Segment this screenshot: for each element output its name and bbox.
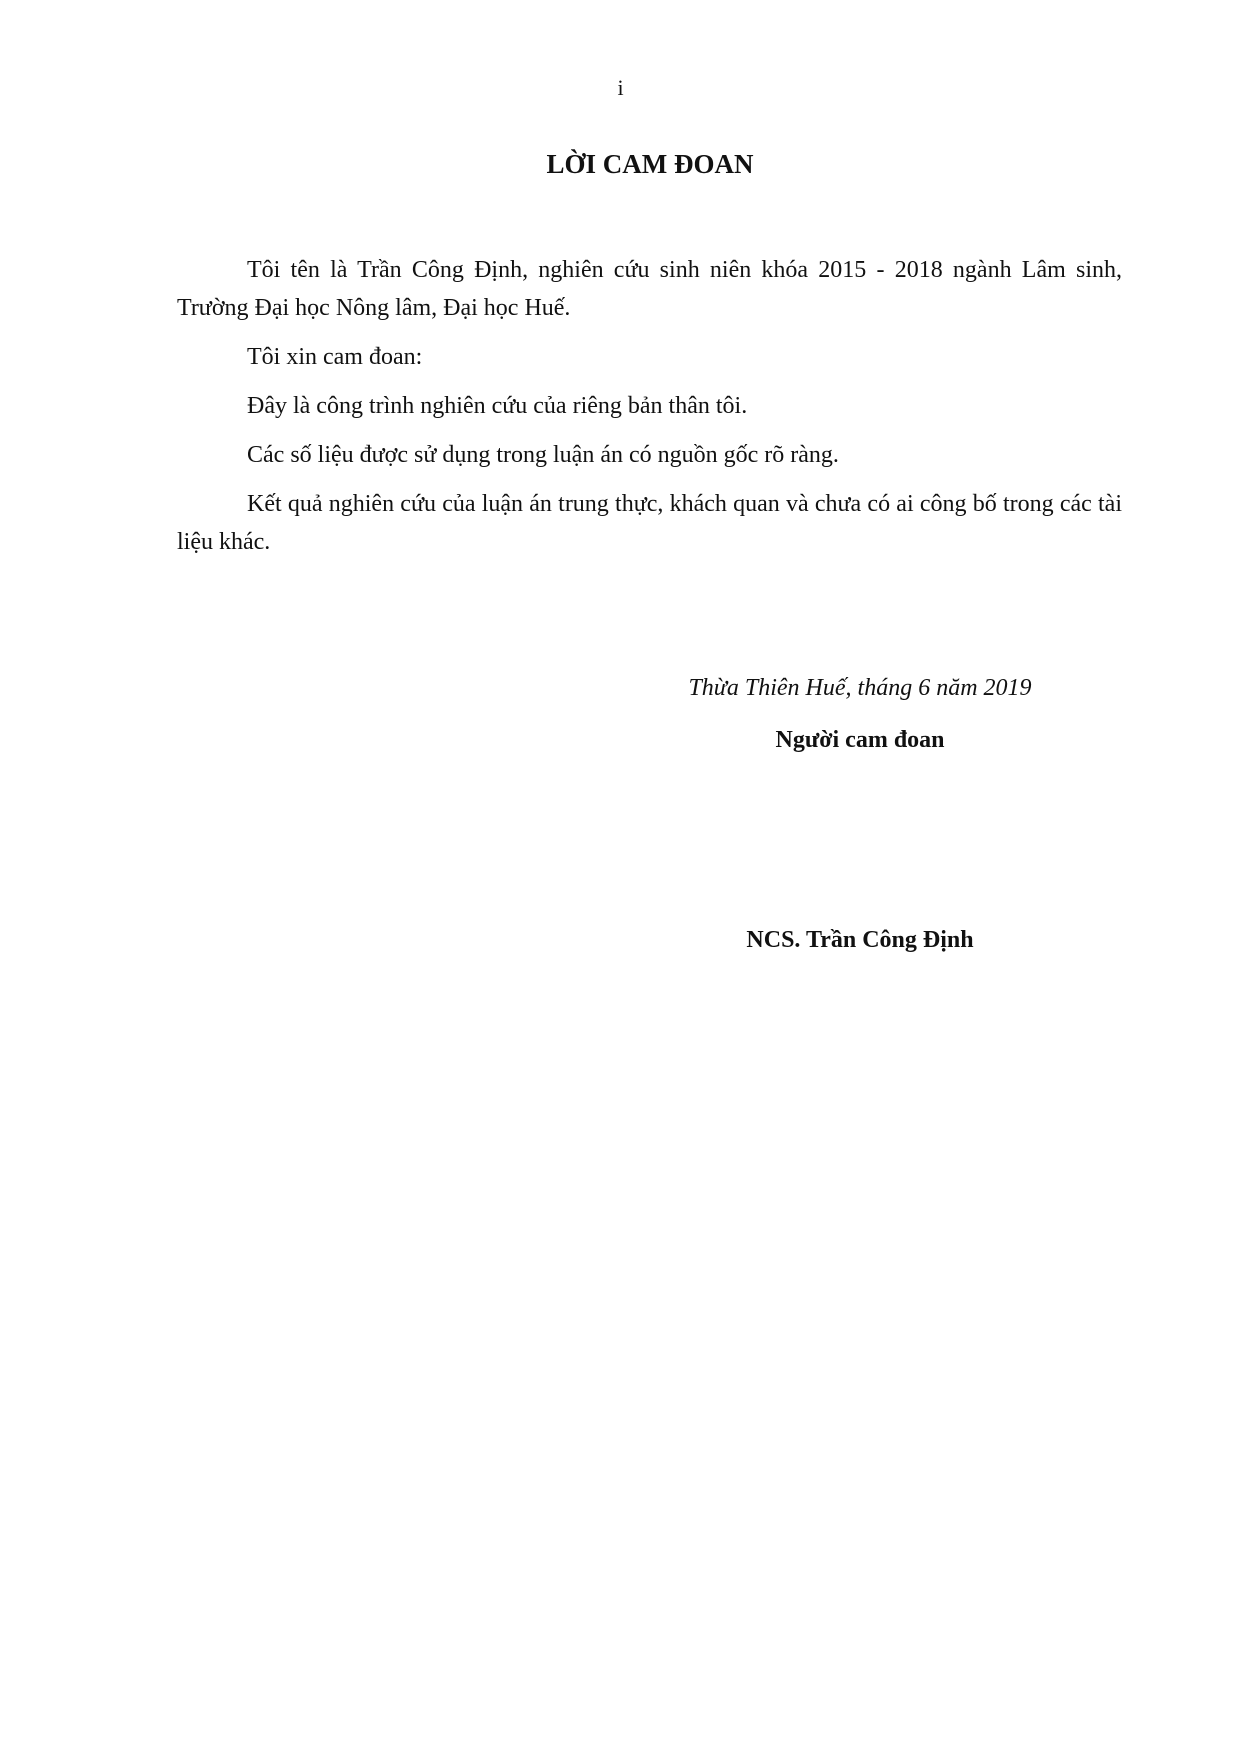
paragraph-author-info: Tôi tên là Trần Công Định, nghiên cứu sinh niên khóa 2015 - 2018 ngành Lâm sinh, Trường Đại học Nông lâm, Đại học Huế. xyxy=(177,257,1122,321)
paragraph-results-honesty: Kết quả nghiên cứu của luận án trung thực, khách quan và chưa có ai công bố trong các tài liệu khác. xyxy=(177,491,1122,555)
paragraph-own-work: Đây là công trình nghiên cứu của riêng bản thân tôi. xyxy=(247,393,748,419)
page-number: i xyxy=(617,75,624,100)
page-title: LỜI CAM ĐOAN xyxy=(546,149,754,179)
paragraph-data-sources: Các số liệu được sử dụng trong luận án có nguồn gốc rõ ràng. xyxy=(247,442,839,468)
place-date: Thừa Thiên Huế, tháng 6 năm 2019 xyxy=(688,675,1032,701)
paragraph-declaration-intro: Tôi xin cam đoan: xyxy=(247,344,423,370)
declaration-body xyxy=(177,251,1122,561)
signer-role: Người cam đoan xyxy=(775,727,945,753)
signer-name: NCS. Trần Công Định xyxy=(746,927,974,953)
